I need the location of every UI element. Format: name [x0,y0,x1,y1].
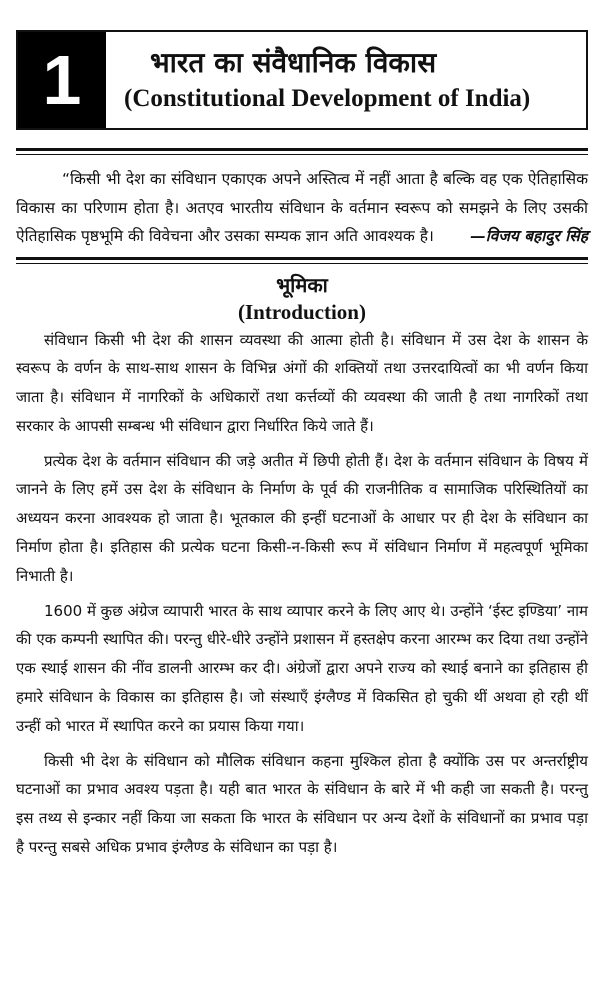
chapter-title-hindi: भारत का संवैधानिक विकास [150,46,437,79]
section-heading [16,272,588,326]
section-heading-hindi: भूमिका [276,272,328,297]
body-paragraph-2: प्रत्येक देश के वर्तमान संविधान की जड़े अतीत में छिपी होती हैं। देश के वर्तमान संविधान के विषय में जानने के लिए हमें उस देश के संविधान के निर्माण के पूर्व की राजनीतिक व सामाजिक परिस्थितियों का अध्ययन करना आवश्यक हो जाता है। भूतकाल की इन्हीं घटनाओं के आधार पर ही देश के संविधान का निर्माण होता है। इतिहास की प्रत्येक घटना किसी-न-किसी रूप में संविधान निर्माण में महत्वपूर्ण भूमिका निभाती है। [16,451,588,585]
document-page [16,30,588,868]
quote-author: —विजय बहादुर सिंह [464,222,588,251]
quote-text: “किसी भी देश का संविधान एकाएक अपने अस्तित्व में नहीं आता है बल्कि वह एक ऐतिहासिक विकास का परिणाम होता है। अतएव भारतीय संविधान के वर्तमान स्वरूप को समझने के लिए उसकी ऐतिहासिक पृष्ठभूमि की विवेचना और उसका सम्यक ज्ञान अति आवश्यक है। [16,170,588,245]
chapter-title-english: (Constitutional Development of India) [124,85,531,112]
body-paragraph-3: 1600 में कुछ अंग्रेज व्यापारी भारत के साथ व्यापार करने के लिए आए थे। उन्होंने ‘ईस्ट इण्डिया’ नाम की एक कम्पनी स्थापित की। परन्तु धीरे-धीरे उन्होंने प्रशासन में हस्तक्षेप करना आरम्भ कर दिया तथा उन्होंने एक स्थाई शासन की नींव डालनी आरम्भ कर दी। अंग्रेजों द्वारा अपने राज्य को स्थाई बनाने का इतिहास ही हमारे संविधान के विकास का इतिहास है। जो संस्थाएँ इंग्लैण्ड में विकसित हो चुकी थीं अथवा हो रही थीं उन्हीं को भारत में स्थापित करने का प्रयास किया गया। [16,601,589,735]
chapter-titles [106,32,586,128]
section-heading-english: (Introduction) [238,299,366,324]
chapter-header [16,30,588,130]
body-paragraph-4: किसी भी देश के संविधान को मौलिक संविधान कहना मुश्किल होता है क्योंकि उस पर अन्तर्राष्ट्रीय घटनाओं का प्रभाव अवश्य पड़ता है। यही बात भारत के संविधान के बारे में भी कही जा सकती है। परन्तु इस तथ्य से इन्कार नहीं किया जा सकता कि भारत के संविधान पर अन्य देशों के संविधानों का प्रभाव पड़ा है परन्तु सबसे अधिक प्रभाव इंग्लैण्ड के संविधान का पड़ा है। [16,751,588,857]
quote-bottom-rule [16,257,588,264]
chapter-number: 1 [18,32,106,128]
quote-top-rule [16,148,588,155]
body-paragraph-1: संविधान किसी भी देश की शासन व्यवस्था की आत्मा होती है। संविधान में उस देश के शासन के स्वरूप के वर्णन के साथ-साथ शासन के विभिन्न अंगों की शक्तियों तथा उत्तरदायित्वों का भी वर्णन किया जाता है। संविधान में नागरिकों के अधिकारों तथा कर्त्तव्यों की व्यवस्था की जाती है तथा नागरिकों तथा सरकार के आपसी सम्बन्ध भी संविधान द्वारा निर्धारित किये जाते हैं। [16,330,588,435]
epigraph-quote [16,165,588,251]
